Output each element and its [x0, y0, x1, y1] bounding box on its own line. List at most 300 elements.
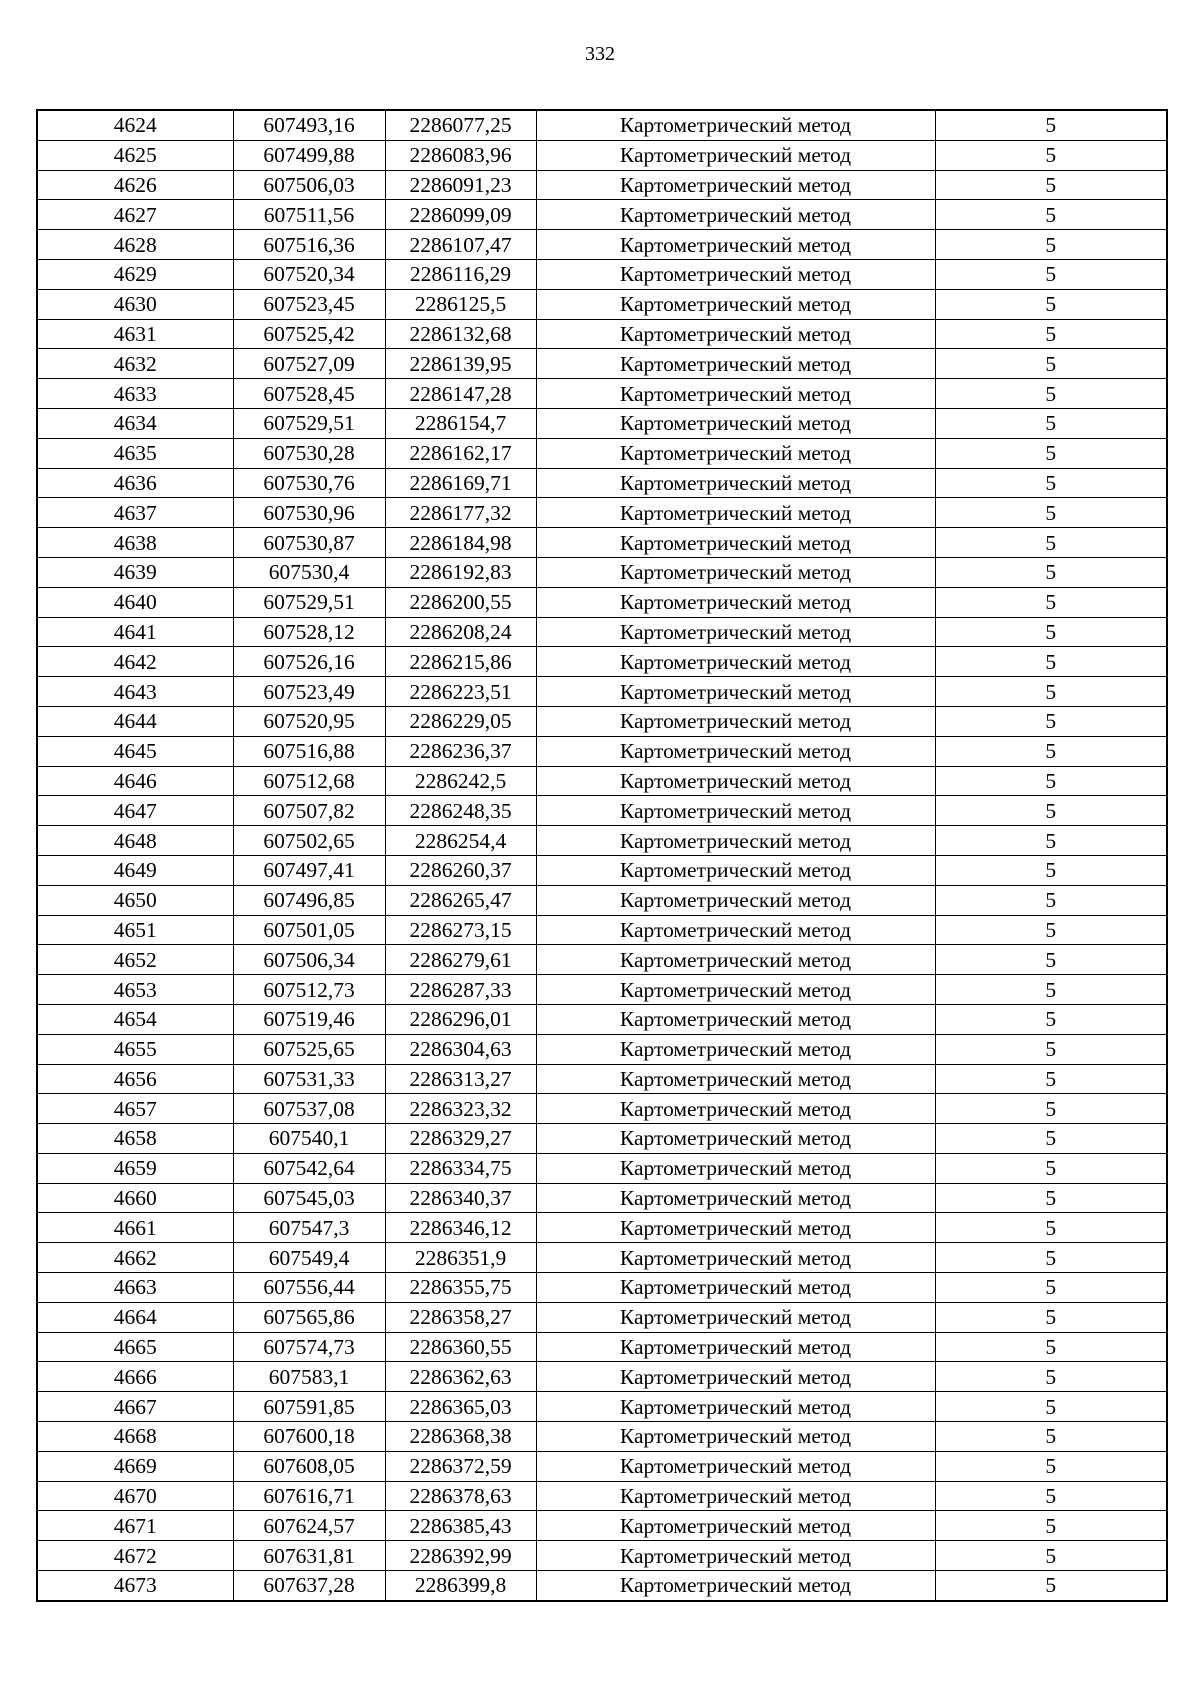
method-cell: Картометрический метод: [536, 736, 935, 766]
method-cell: Картометрический метод: [536, 379, 935, 409]
accuracy-cell: 5: [935, 230, 1167, 260]
table-row: [37, 140, 1167, 170]
x-coordinate-cell: 607520,34: [233, 259, 385, 289]
y-coordinate-cell: 2286304,63: [385, 1034, 536, 1064]
point-number-cell: 4672: [37, 1541, 233, 1571]
table-row: [37, 855, 1167, 885]
method-cell: Картометрический метод: [536, 170, 935, 200]
accuracy-cell: 5: [935, 259, 1167, 289]
accuracy-cell: 5: [935, 408, 1167, 438]
point-number-cell: 4634: [37, 408, 233, 438]
method-cell: Картометрический метод: [536, 885, 935, 915]
accuracy-cell: 5: [935, 1511, 1167, 1541]
y-coordinate-cell: 2286254,4: [385, 826, 536, 856]
table-row: [37, 379, 1167, 409]
x-coordinate-cell: 607506,34: [233, 945, 385, 975]
table-row: [37, 1451, 1167, 1481]
table-row: [37, 1302, 1167, 1332]
table-row: [37, 796, 1167, 826]
table-row: [37, 617, 1167, 647]
point-number-cell: 4628: [37, 230, 233, 260]
y-coordinate-cell: 2286346,12: [385, 1213, 536, 1243]
x-coordinate-cell: 607537,08: [233, 1094, 385, 1124]
x-coordinate-cell: 607616,71: [233, 1481, 385, 1511]
y-coordinate-cell: 2286355,75: [385, 1273, 536, 1303]
accuracy-cell: 5: [935, 1302, 1167, 1332]
y-coordinate-cell: 2286107,47: [385, 230, 536, 260]
point-number-cell: 4661: [37, 1213, 233, 1243]
x-coordinate-cell: 607520,95: [233, 706, 385, 736]
table-row: [37, 1571, 1167, 1601]
x-coordinate-cell: 607496,85: [233, 885, 385, 915]
method-cell: Картометрический метод: [536, 230, 935, 260]
y-coordinate-cell: 2286099,09: [385, 200, 536, 230]
method-cell: Картометрический метод: [536, 975, 935, 1005]
method-cell: Картометрический метод: [536, 349, 935, 379]
table-row: [37, 915, 1167, 945]
accuracy-cell: 5: [935, 677, 1167, 707]
accuracy-cell: 5: [935, 1422, 1167, 1452]
method-cell: Картометрический метод: [536, 826, 935, 856]
point-number-cell: 4659: [37, 1153, 233, 1183]
method-cell: Картометрический метод: [536, 528, 935, 558]
table-row: [37, 647, 1167, 677]
y-coordinate-cell: 2286368,38: [385, 1422, 536, 1452]
y-coordinate-cell: 2286223,51: [385, 677, 536, 707]
method-cell: Картометрический метод: [536, 140, 935, 170]
method-cell: Картометрический метод: [536, 1213, 935, 1243]
y-coordinate-cell: 2286132,68: [385, 319, 536, 349]
table-row: [37, 1124, 1167, 1154]
x-coordinate-cell: 607512,73: [233, 975, 385, 1005]
point-number-cell: 4657: [37, 1094, 233, 1124]
table-row: [37, 230, 1167, 260]
accuracy-cell: 5: [935, 1034, 1167, 1064]
method-cell: Картометрический метод: [536, 855, 935, 885]
x-coordinate-cell: 607531,33: [233, 1064, 385, 1094]
method-cell: Картометрический метод: [536, 677, 935, 707]
table-row: [37, 736, 1167, 766]
point-number-cell: 4624: [37, 110, 233, 140]
method-cell: Картометрический метод: [536, 915, 935, 945]
x-coordinate-cell: 607523,45: [233, 289, 385, 319]
table-row: [37, 1511, 1167, 1541]
method-cell: Картометрический метод: [536, 557, 935, 587]
point-number-cell: 4644: [37, 706, 233, 736]
point-number-cell: 4664: [37, 1302, 233, 1332]
table-row: [37, 1004, 1167, 1034]
page-number: 332: [585, 43, 615, 65]
accuracy-cell: 5: [935, 289, 1167, 319]
point-number-cell: 4658: [37, 1124, 233, 1154]
x-coordinate-cell: 607565,86: [233, 1302, 385, 1332]
point-number-cell: 4670: [37, 1481, 233, 1511]
point-number-cell: 4671: [37, 1511, 233, 1541]
method-cell: Картометрический метод: [536, 259, 935, 289]
point-number-cell: 4663: [37, 1273, 233, 1303]
x-coordinate-cell: 607493,16: [233, 110, 385, 140]
y-coordinate-cell: 2286392,99: [385, 1541, 536, 1571]
method-cell: Картометрический метод: [536, 1243, 935, 1273]
table-row: [37, 1422, 1167, 1452]
accuracy-cell: 5: [935, 1571, 1167, 1601]
point-number-cell: 4640: [37, 587, 233, 617]
accuracy-cell: 5: [935, 885, 1167, 915]
point-number-cell: 4645: [37, 736, 233, 766]
table-row: [37, 1541, 1167, 1571]
table-row: [37, 498, 1167, 528]
point-number-cell: 4633: [37, 379, 233, 409]
x-coordinate-cell: 607501,05: [233, 915, 385, 945]
y-coordinate-cell: 2286378,63: [385, 1481, 536, 1511]
accuracy-cell: 5: [935, 170, 1167, 200]
method-cell: Картометрический метод: [536, 1124, 935, 1154]
accuracy-cell: 5: [935, 826, 1167, 856]
x-coordinate-cell: 607516,88: [233, 736, 385, 766]
method-cell: Картометрический метод: [536, 647, 935, 677]
x-coordinate-cell: 607497,41: [233, 855, 385, 885]
y-coordinate-cell: 2286236,37: [385, 736, 536, 766]
y-coordinate-cell: 2286362,63: [385, 1362, 536, 1392]
point-number-cell: 4625: [37, 140, 233, 170]
table-row: [37, 349, 1167, 379]
x-coordinate-cell: 607530,28: [233, 438, 385, 468]
table-row: [37, 766, 1167, 796]
x-coordinate-cell: 607528,45: [233, 379, 385, 409]
y-coordinate-cell: 2286208,24: [385, 617, 536, 647]
accuracy-cell: 5: [935, 1183, 1167, 1213]
point-number-cell: 4665: [37, 1332, 233, 1362]
accuracy-cell: 5: [935, 379, 1167, 409]
x-coordinate-cell: 607530,76: [233, 468, 385, 498]
point-number-cell: 4642: [37, 647, 233, 677]
point-number-cell: 4669: [37, 1451, 233, 1481]
y-coordinate-cell: 2286229,05: [385, 706, 536, 736]
table-row: [37, 677, 1167, 707]
y-coordinate-cell: 2286162,17: [385, 438, 536, 468]
method-cell: Картометрический метод: [536, 1094, 935, 1124]
method-cell: Картометрический метод: [536, 1302, 935, 1332]
point-number-cell: 4653: [37, 975, 233, 1005]
table-row: [37, 1332, 1167, 1362]
y-coordinate-cell: 2286139,95: [385, 349, 536, 379]
method-cell: Картометрический метод: [536, 617, 935, 647]
accuracy-cell: 5: [935, 1213, 1167, 1243]
point-number-cell: 4649: [37, 855, 233, 885]
point-number-cell: 4636: [37, 468, 233, 498]
y-coordinate-cell: 2286360,55: [385, 1332, 536, 1362]
x-coordinate-cell: 607591,85: [233, 1392, 385, 1422]
x-coordinate-cell: 607545,03: [233, 1183, 385, 1213]
y-coordinate-cell: 2286260,37: [385, 855, 536, 885]
y-coordinate-cell: 2286273,15: [385, 915, 536, 945]
y-coordinate-cell: 2286334,75: [385, 1153, 536, 1183]
accuracy-cell: 5: [935, 647, 1167, 677]
accuracy-cell: 5: [935, 1451, 1167, 1481]
y-coordinate-cell: 2286323,32: [385, 1094, 536, 1124]
y-coordinate-cell: 2286192,83: [385, 557, 536, 587]
table-row: [37, 1183, 1167, 1213]
y-coordinate-cell: 2286184,98: [385, 528, 536, 558]
accuracy-cell: 5: [935, 498, 1167, 528]
method-cell: Картометрический метод: [536, 1541, 935, 1571]
accuracy-cell: 5: [935, 945, 1167, 975]
point-number-cell: 4648: [37, 826, 233, 856]
table-row: [37, 438, 1167, 468]
method-cell: Картометрический метод: [536, 408, 935, 438]
x-coordinate-cell: 607519,46: [233, 1004, 385, 1034]
point-number-cell: 4643: [37, 677, 233, 707]
table-row: [37, 885, 1167, 915]
accuracy-cell: 5: [935, 1481, 1167, 1511]
y-coordinate-cell: 2286372,59: [385, 1451, 536, 1481]
method-cell: Картометрический метод: [536, 468, 935, 498]
accuracy-cell: 5: [935, 1362, 1167, 1392]
table-row: [37, 289, 1167, 319]
method-cell: Картометрический метод: [536, 1481, 935, 1511]
x-coordinate-cell: 607525,42: [233, 319, 385, 349]
method-cell: Картометрический метод: [536, 289, 935, 319]
accuracy-cell: 5: [935, 915, 1167, 945]
y-coordinate-cell: 2286329,27: [385, 1124, 536, 1154]
point-number-cell: 4638: [37, 528, 233, 558]
y-coordinate-cell: 2286358,27: [385, 1302, 536, 1332]
y-coordinate-cell: 2286215,86: [385, 647, 536, 677]
point-number-cell: 4673: [37, 1571, 233, 1601]
point-number-cell: 4655: [37, 1034, 233, 1064]
x-coordinate-cell: 607556,44: [233, 1273, 385, 1303]
point-number-cell: 4646: [37, 766, 233, 796]
x-coordinate-cell: 607549,4: [233, 1243, 385, 1273]
x-coordinate-cell: 607583,1: [233, 1362, 385, 1392]
accuracy-cell: 5: [935, 1392, 1167, 1422]
table-row: [37, 1481, 1167, 1511]
table-row: [37, 1392, 1167, 1422]
y-coordinate-cell: 2286313,27: [385, 1064, 536, 1094]
accuracy-cell: 5: [935, 1273, 1167, 1303]
method-cell: Картометрический метод: [536, 1064, 935, 1094]
x-coordinate-cell: 607637,28: [233, 1571, 385, 1601]
point-number-cell: 4668: [37, 1422, 233, 1452]
y-coordinate-cell: 2286147,28: [385, 379, 536, 409]
y-coordinate-cell: 2286296,01: [385, 1004, 536, 1034]
y-coordinate-cell: 2286279,61: [385, 945, 536, 975]
x-coordinate-cell: 607511,56: [233, 200, 385, 230]
method-cell: Картометрический метод: [536, 1034, 935, 1064]
method-cell: Картометрический метод: [536, 200, 935, 230]
method-cell: Картометрический метод: [536, 706, 935, 736]
x-coordinate-cell: 607512,68: [233, 766, 385, 796]
point-number-cell: 4637: [37, 498, 233, 528]
accuracy-cell: 5: [935, 1541, 1167, 1571]
y-coordinate-cell: 2286091,23: [385, 170, 536, 200]
method-cell: Картометрический метод: [536, 438, 935, 468]
y-coordinate-cell: 2286116,29: [385, 259, 536, 289]
point-number-cell: 4627: [37, 200, 233, 230]
method-cell: Картометрический метод: [536, 1183, 935, 1213]
x-coordinate-cell: 607530,96: [233, 498, 385, 528]
table-row: [37, 1153, 1167, 1183]
table-body: [37, 110, 1167, 1601]
method-cell: Картометрический метод: [536, 1571, 935, 1601]
x-coordinate-cell: 607502,65: [233, 826, 385, 856]
table-row: [37, 259, 1167, 289]
x-coordinate-cell: 607507,82: [233, 796, 385, 826]
table-row: [37, 1243, 1167, 1273]
y-coordinate-cell: 2286265,47: [385, 885, 536, 915]
point-number-cell: 4654: [37, 1004, 233, 1034]
x-coordinate-cell: 607516,36: [233, 230, 385, 260]
x-coordinate-cell: 607526,16: [233, 647, 385, 677]
table-row: [37, 528, 1167, 558]
accuracy-cell: 5: [935, 736, 1167, 766]
accuracy-cell: 5: [935, 349, 1167, 379]
x-coordinate-cell: 607530,4: [233, 557, 385, 587]
table-row: [37, 945, 1167, 975]
point-number-cell: 4630: [37, 289, 233, 319]
y-coordinate-cell: 2286287,33: [385, 975, 536, 1005]
table-row: [37, 200, 1167, 230]
method-cell: Картометрический метод: [536, 1451, 935, 1481]
table-row: [37, 1362, 1167, 1392]
accuracy-cell: 5: [935, 1153, 1167, 1183]
y-coordinate-cell: 2286177,32: [385, 498, 536, 528]
x-coordinate-cell: 607523,49: [233, 677, 385, 707]
accuracy-cell: 5: [935, 587, 1167, 617]
table-row: [37, 706, 1167, 736]
x-coordinate-cell: 607529,51: [233, 587, 385, 617]
method-cell: Картометрический метод: [536, 587, 935, 617]
method-cell: Картометрический метод: [536, 1392, 935, 1422]
table-row: [37, 587, 1167, 617]
coordinates-table: [36, 109, 1168, 1602]
point-number-cell: 4635: [37, 438, 233, 468]
x-coordinate-cell: 607529,51: [233, 408, 385, 438]
accuracy-cell: 5: [935, 468, 1167, 498]
accuracy-cell: 5: [935, 319, 1167, 349]
accuracy-cell: 5: [935, 855, 1167, 885]
y-coordinate-cell: 2286385,43: [385, 1511, 536, 1541]
y-coordinate-cell: 2286242,5: [385, 766, 536, 796]
point-number-cell: 4639: [37, 557, 233, 587]
x-coordinate-cell: 607527,09: [233, 349, 385, 379]
accuracy-cell: 5: [935, 1004, 1167, 1034]
accuracy-cell: 5: [935, 1332, 1167, 1362]
x-coordinate-cell: 607525,65: [233, 1034, 385, 1064]
accuracy-cell: 5: [935, 1124, 1167, 1154]
method-cell: Картометрический метод: [536, 1422, 935, 1452]
x-coordinate-cell: 607608,05: [233, 1451, 385, 1481]
accuracy-cell: 5: [935, 796, 1167, 826]
table-row: [37, 319, 1167, 349]
method-cell: Картометрический метод: [536, 1332, 935, 1362]
method-cell: Картометрический метод: [536, 1153, 935, 1183]
x-coordinate-cell: 607600,18: [233, 1422, 385, 1452]
accuracy-cell: 5: [935, 438, 1167, 468]
method-cell: Картометрический метод: [536, 945, 935, 975]
point-number-cell: 4662: [37, 1243, 233, 1273]
point-number-cell: 4656: [37, 1064, 233, 1094]
point-number-cell: 4660: [37, 1183, 233, 1213]
x-coordinate-cell: 607624,57: [233, 1511, 385, 1541]
x-coordinate-cell: 607631,81: [233, 1541, 385, 1571]
accuracy-cell: 5: [935, 1094, 1167, 1124]
accuracy-cell: 5: [935, 1064, 1167, 1094]
y-coordinate-cell: 2286125,5: [385, 289, 536, 319]
point-number-cell: 4667: [37, 1392, 233, 1422]
point-number-cell: 4651: [37, 915, 233, 945]
table-row: [37, 557, 1167, 587]
table-row: [37, 110, 1167, 140]
x-coordinate-cell: 607547,3: [233, 1213, 385, 1243]
accuracy-cell: 5: [935, 1243, 1167, 1273]
accuracy-cell: 5: [935, 975, 1167, 1005]
y-coordinate-cell: 2286200,55: [385, 587, 536, 617]
accuracy-cell: 5: [935, 528, 1167, 558]
point-number-cell: 4641: [37, 617, 233, 647]
table-row: [37, 1273, 1167, 1303]
accuracy-cell: 5: [935, 766, 1167, 796]
point-number-cell: 4632: [37, 349, 233, 379]
y-coordinate-cell: 2286365,03: [385, 1392, 536, 1422]
y-coordinate-cell: 2286248,35: [385, 796, 536, 826]
accuracy-cell: 5: [935, 140, 1167, 170]
table-row: [37, 408, 1167, 438]
table-row: [37, 1064, 1167, 1094]
point-number-cell: 4631: [37, 319, 233, 349]
table-row: [37, 1213, 1167, 1243]
table-row: [37, 1094, 1167, 1124]
table-row: [37, 1034, 1167, 1064]
point-number-cell: 4626: [37, 170, 233, 200]
accuracy-cell: 5: [935, 557, 1167, 587]
method-cell: Картометрический метод: [536, 766, 935, 796]
y-coordinate-cell: 2286083,96: [385, 140, 536, 170]
y-coordinate-cell: 2286077,25: [385, 110, 536, 140]
method-cell: Картометрический метод: [536, 1511, 935, 1541]
x-coordinate-cell: 607540,1: [233, 1124, 385, 1154]
method-cell: Картометрический метод: [536, 110, 935, 140]
y-coordinate-cell: 2286340,37: [385, 1183, 536, 1213]
y-coordinate-cell: 2286169,71: [385, 468, 536, 498]
table-row: [37, 975, 1167, 1005]
x-coordinate-cell: 607528,12: [233, 617, 385, 647]
x-coordinate-cell: 607530,87: [233, 528, 385, 558]
method-cell: Картометрический метод: [536, 498, 935, 528]
method-cell: Картометрический метод: [536, 319, 935, 349]
point-number-cell: 4666: [37, 1362, 233, 1392]
y-coordinate-cell: 2286351,9: [385, 1243, 536, 1273]
x-coordinate-cell: 607542,64: [233, 1153, 385, 1183]
accuracy-cell: 5: [935, 706, 1167, 736]
method-cell: Картометрический метод: [536, 1362, 935, 1392]
x-coordinate-cell: 607499,88: [233, 140, 385, 170]
point-number-cell: 4629: [37, 259, 233, 289]
table-row: [37, 468, 1167, 498]
x-coordinate-cell: 607574,73: [233, 1332, 385, 1362]
point-number-cell: 4652: [37, 945, 233, 975]
method-cell: Картометрический метод: [536, 1273, 935, 1303]
y-coordinate-cell: 2286399,8: [385, 1571, 536, 1601]
table-row: [37, 826, 1167, 856]
x-coordinate-cell: 607506,03: [233, 170, 385, 200]
y-coordinate-cell: 2286154,7: [385, 408, 536, 438]
point-number-cell: 4650: [37, 885, 233, 915]
accuracy-cell: 5: [935, 200, 1167, 230]
method-cell: Картометрический метод: [536, 1004, 935, 1034]
accuracy-cell: 5: [935, 617, 1167, 647]
table-row: [37, 170, 1167, 200]
